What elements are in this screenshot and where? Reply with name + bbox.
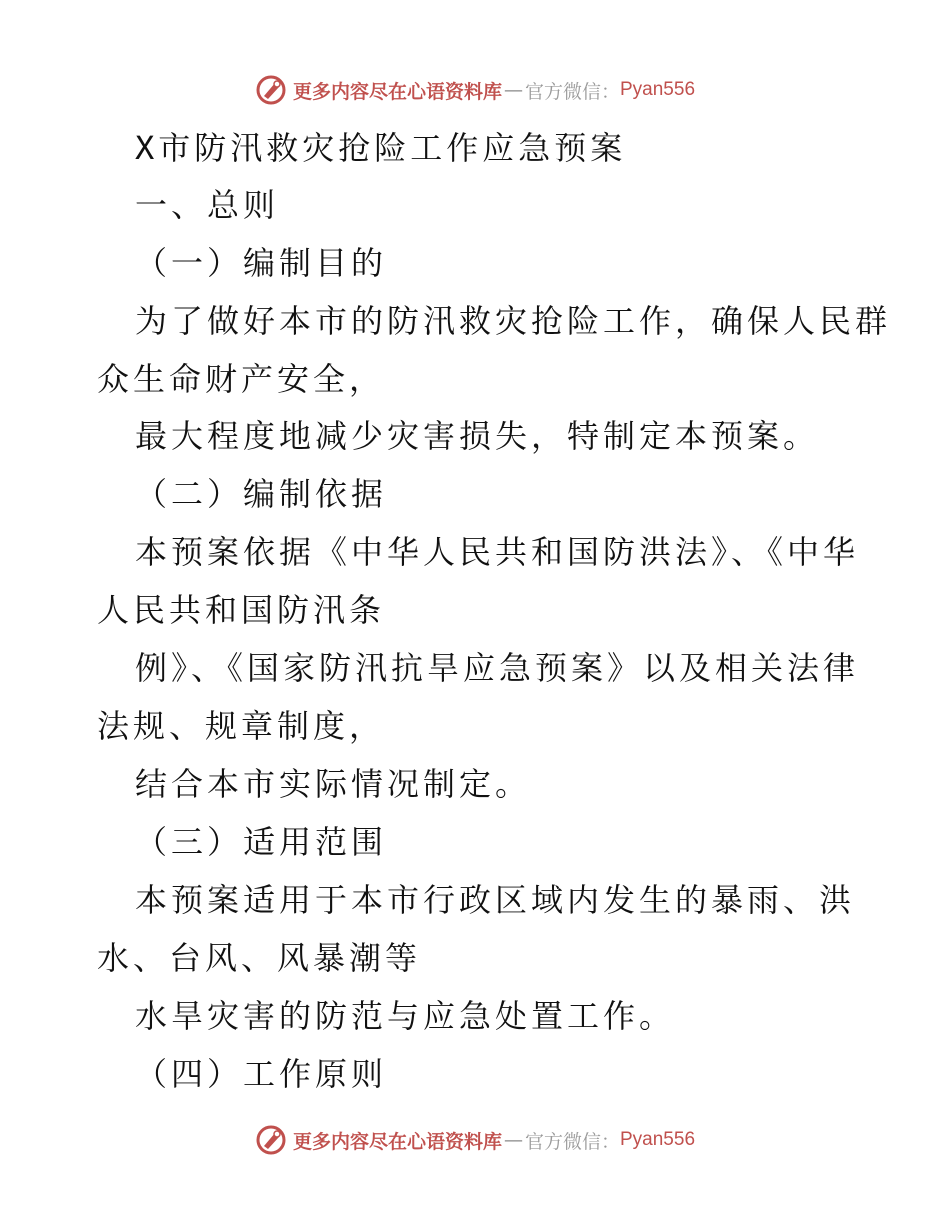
banner-brand-text: 更多内容尽在心语资料库 bbox=[292, 1130, 502, 1153]
header-banner bbox=[0, 70, 950, 110]
brand-logo-icon bbox=[255, 74, 287, 106]
paragraph-line: 本预案依据《中华人民共和国防洪法》、《中华 bbox=[135, 533, 860, 571]
banner-wechat-id: Pyan556 bbox=[620, 79, 696, 100]
paragraph-line: 水旱灾害的防范与应急处置工作。 bbox=[135, 997, 676, 1035]
paragraph-line: 人民共和国防汛条 bbox=[97, 591, 386, 629]
paragraph-line: 结合本市实际情况制定。 bbox=[135, 765, 532, 803]
subsection-heading: （四）工作原则 bbox=[135, 1055, 388, 1093]
subsection-heading: （一）编制目的 bbox=[135, 244, 388, 282]
paragraph-line: 本预案适用于本市行政区域内发生的暴雨、洪 bbox=[135, 881, 856, 919]
banner-dash: — bbox=[503, 1129, 523, 1151]
brand-logo-icon bbox=[255, 1124, 287, 1156]
banner-wechat-label: 官方微信： bbox=[524, 1130, 620, 1153]
section-heading: 一、总则 bbox=[135, 186, 280, 224]
subsection-heading: （二）编制依据 bbox=[135, 475, 388, 513]
paragraph-line: 最大程度地减少灾害损失，特制定本预案。 bbox=[135, 417, 820, 455]
banner-wechat-label: 官方微信： bbox=[524, 80, 620, 103]
paragraph-line: 众生命财产安全， bbox=[97, 360, 386, 398]
paragraph-line: 例》、《国家防汛抗旱应急预案》以及相关法律 bbox=[135, 649, 860, 687]
document-title: X市防汛救灾抢险工作应急预案 bbox=[135, 129, 627, 167]
paragraph-line: 为了做好本市的防汛救灾抢险工作，确保人民群 bbox=[135, 302, 892, 340]
paragraph-line: 水、台风、风暴潮等 bbox=[97, 939, 422, 977]
banner-brand-text: 更多内容尽在心语资料库 bbox=[292, 80, 502, 103]
paragraph-line: 法规、规章制度， bbox=[97, 707, 386, 745]
footer-banner bbox=[0, 1120, 950, 1160]
banner-wechat-id: Pyan556 bbox=[620, 1129, 696, 1150]
subsection-heading: （三）适用范围 bbox=[135, 823, 388, 861]
banner-dash: — bbox=[503, 79, 523, 101]
